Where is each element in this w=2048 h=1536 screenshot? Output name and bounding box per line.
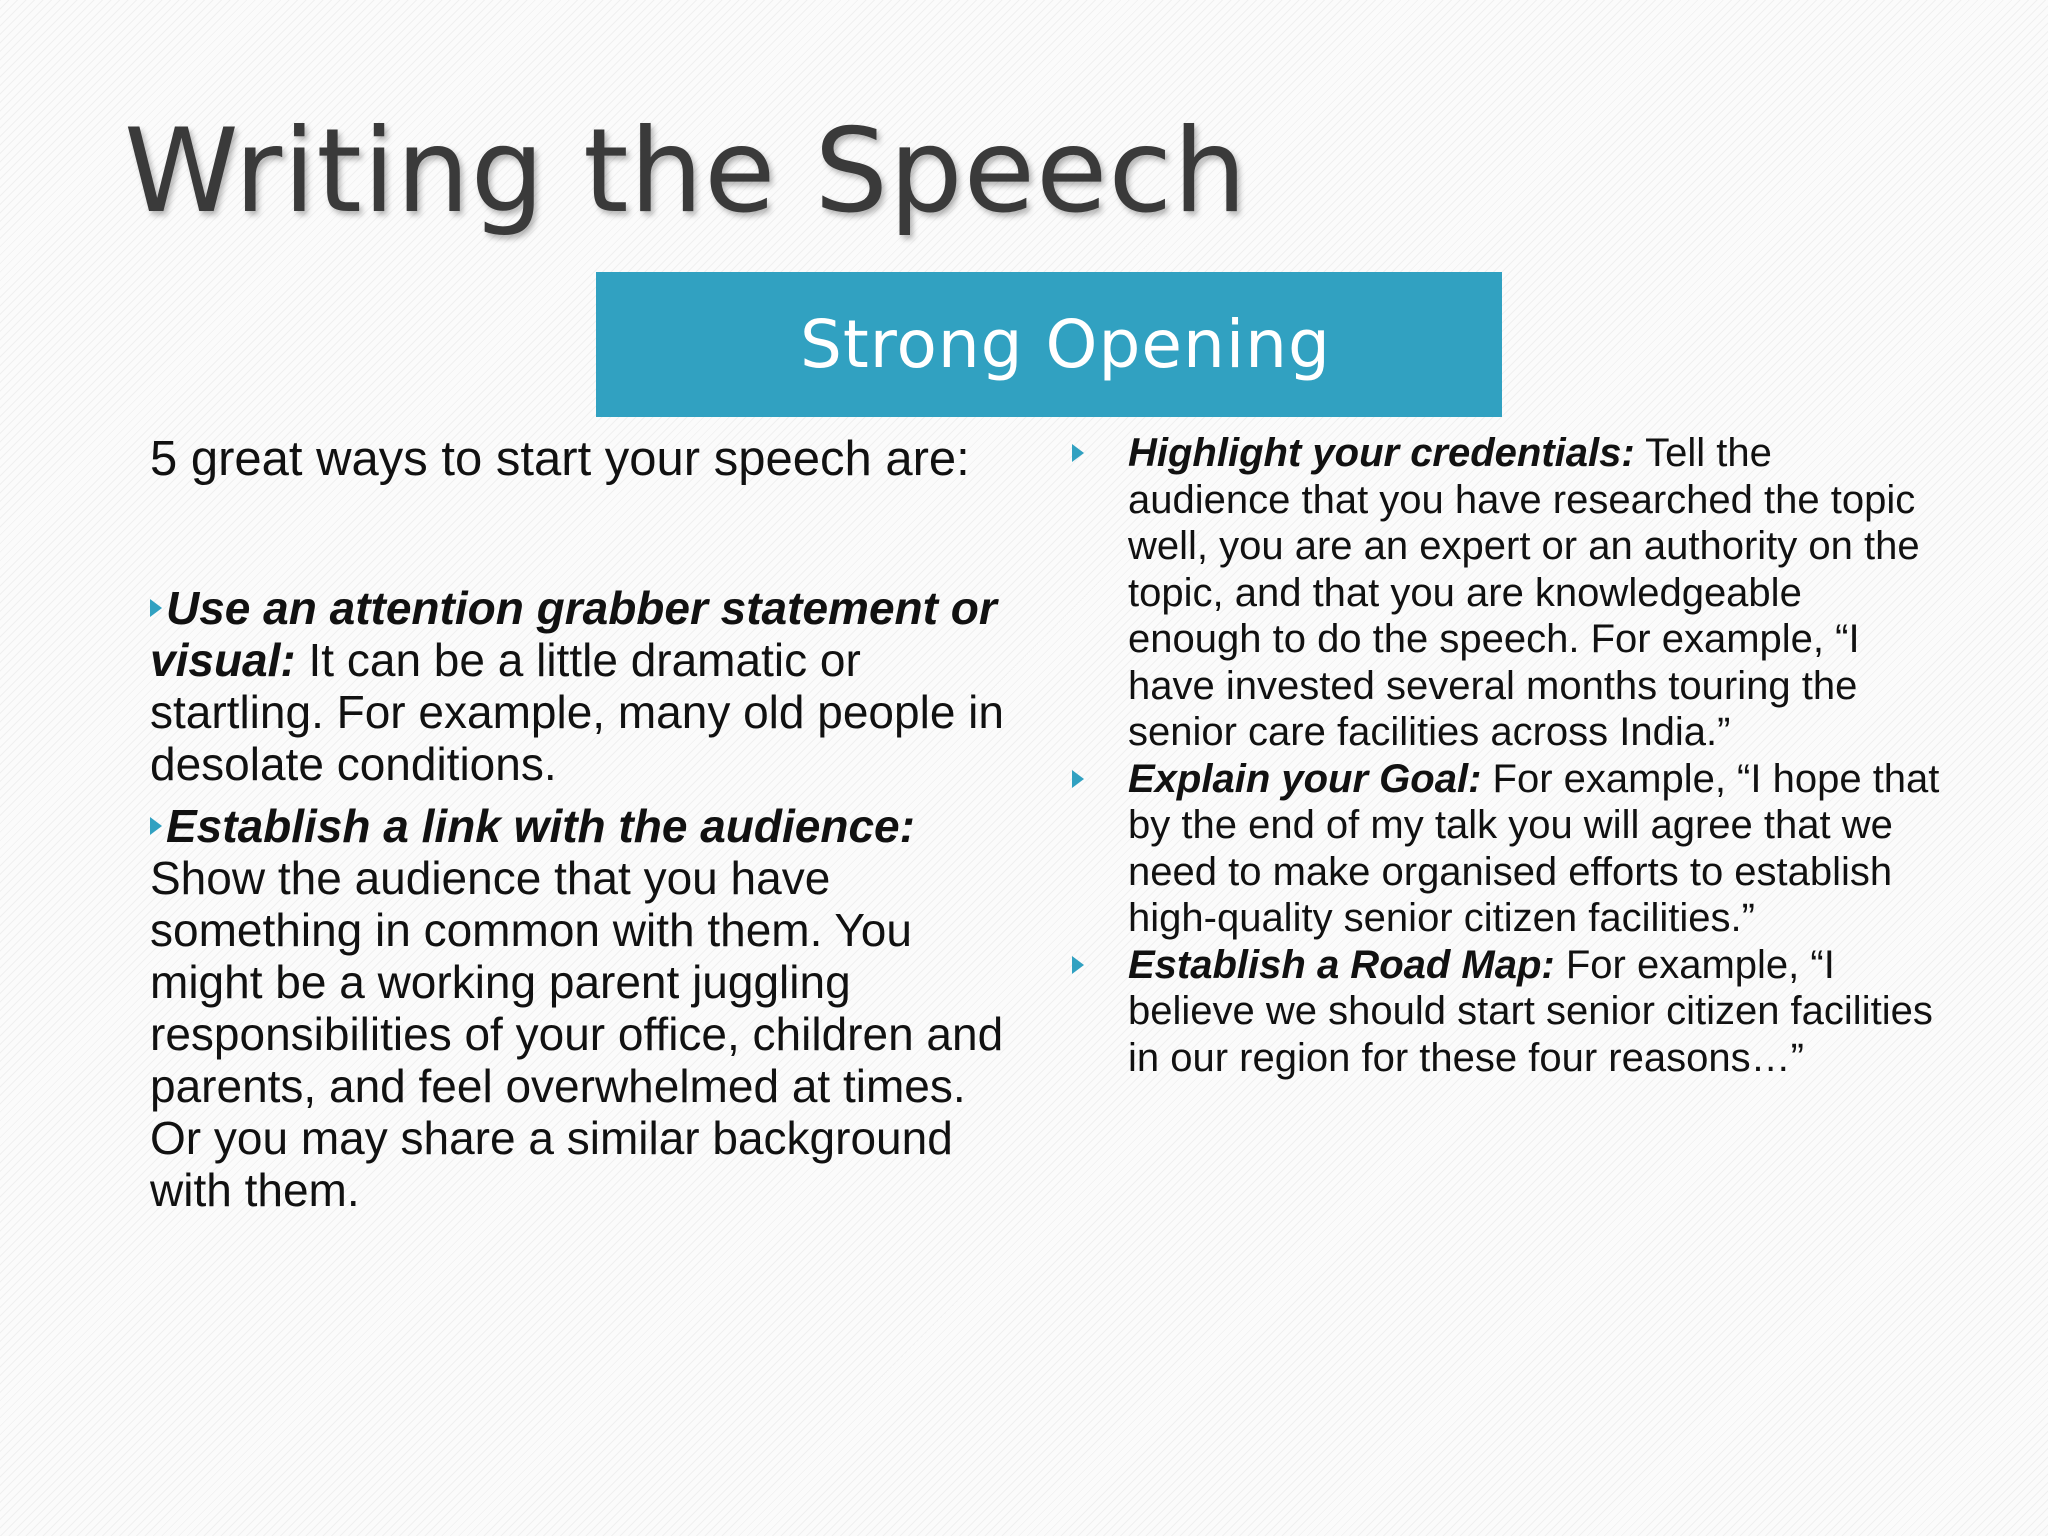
item-lead: Use an attention grabber statement or visual: (150, 582, 997, 686)
list-item (1062, 942, 1942, 1082)
item-text: It can be a little dramatic or startling. For example, many old people in desolate conditions. (150, 634, 1004, 790)
item-text: For example, “I believe we should start senior citizen facilities in our region for these four reasons…” (1128, 942, 1933, 1080)
item-lead: Explain your Goal: (1128, 756, 1482, 801)
list-item (150, 800, 1010, 1216)
triangle-right-icon (1072, 444, 1084, 462)
item-text: Show the audience that you have something in common with them. You might be a working parent juggling responsibilities of your office, children and parents, and feel overwhelmed at times. Or you may share a similar background with them. (150, 852, 1004, 1216)
triangle-right-icon (150, 817, 162, 835)
list-item (1062, 430, 1942, 756)
triangle-right-icon (150, 599, 162, 617)
triangle-right-icon (1072, 770, 1084, 788)
right-column (1062, 430, 1942, 1081)
list-item (150, 582, 1010, 790)
banner-label: Strong Opening (800, 306, 1331, 383)
item-lead: Highlight your credentials: (1128, 431, 1635, 475)
intro-text: 5 great ways to start your speech are: (150, 432, 970, 486)
left-column (150, 432, 1010, 1226)
triangle-right-icon (1072, 956, 1084, 974)
item-lead: Establish a link with the audience: (166, 800, 915, 852)
item-text: For example, “I hope that by the end of my talk you will agree that we need to make organised efforts to establish high-quality senior citizen facilities.” (1128, 756, 1940, 940)
section-banner (596, 272, 1502, 417)
item-lead: Establish a Road Map: (1128, 942, 1555, 987)
item-text: Tell the audience that you have researched the topic well, you are an expert or an authority on the topic, and that you are knowledgeable enough to do the speech. For example, “I have invested several months touring the senior care facilities across India.” (1128, 431, 1920, 754)
slide-title: Writing the Speech (124, 104, 1248, 239)
list-item (1062, 756, 1942, 942)
